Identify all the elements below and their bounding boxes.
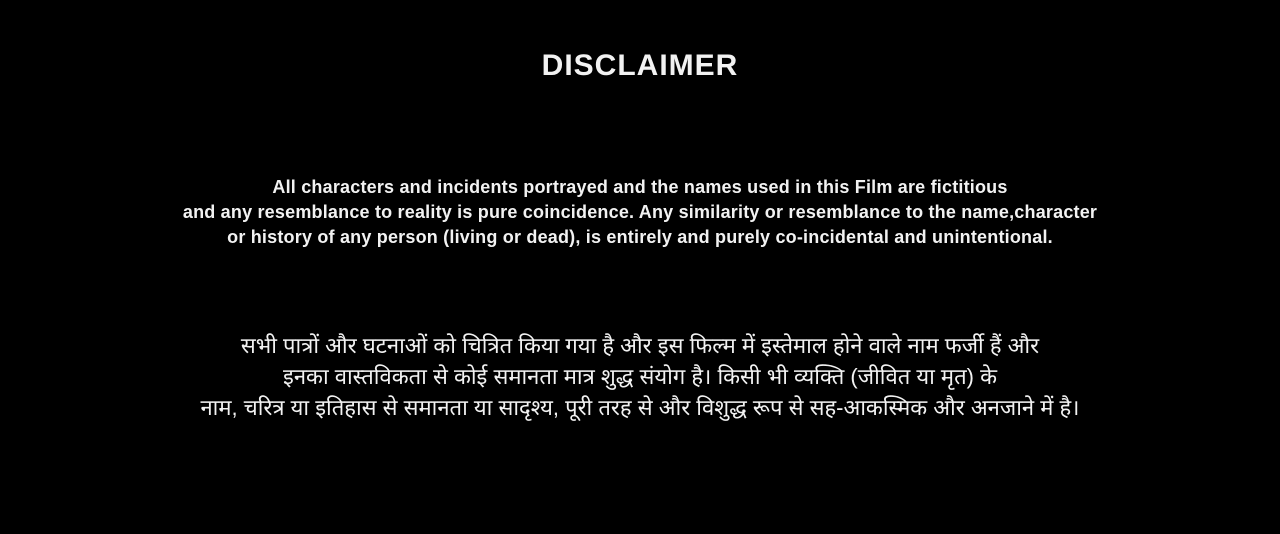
hindi-disclaimer-paragraph <box>0 330 1280 423</box>
hindi-disclaimer-line-3: नाम, चरित्र या इतिहास से समानता या सादृश्य, पूरी तरह से और विशुद्ध रूप से सह-आकस्मिक और अनजाने में है। <box>200 395 1080 420</box>
disclaimer-title: DISCLAIMER <box>541 49 739 82</box>
english-disclaimer-line-3: or history of any person (living or dead), is entirely and purely co-incidental and unintentional. <box>227 227 1053 247</box>
hindi-disclaimer-line-1: सभी पात्रों और घटनाओं को चित्रित किया गया है और इस फिल्म में इस्तेमाल होने वाले नाम फर्जी हैं और <box>240 333 1040 358</box>
english-disclaimer-paragraph <box>0 175 1280 250</box>
english-disclaimer-line-1: All characters and incidents portrayed and the names used in this Film are fictitious <box>272 177 1008 197</box>
english-disclaimer-line-2: and any resemblance to reality is pure coincidence. Any similarity or resemblance to the name,character <box>182 202 1098 222</box>
hindi-disclaimer-line-2: इनका वास्तविकता से कोई समानता मात्र शुद्ध संयोग है। किसी भी व्यक्ति (जीवित या मृत) के <box>283 364 997 389</box>
